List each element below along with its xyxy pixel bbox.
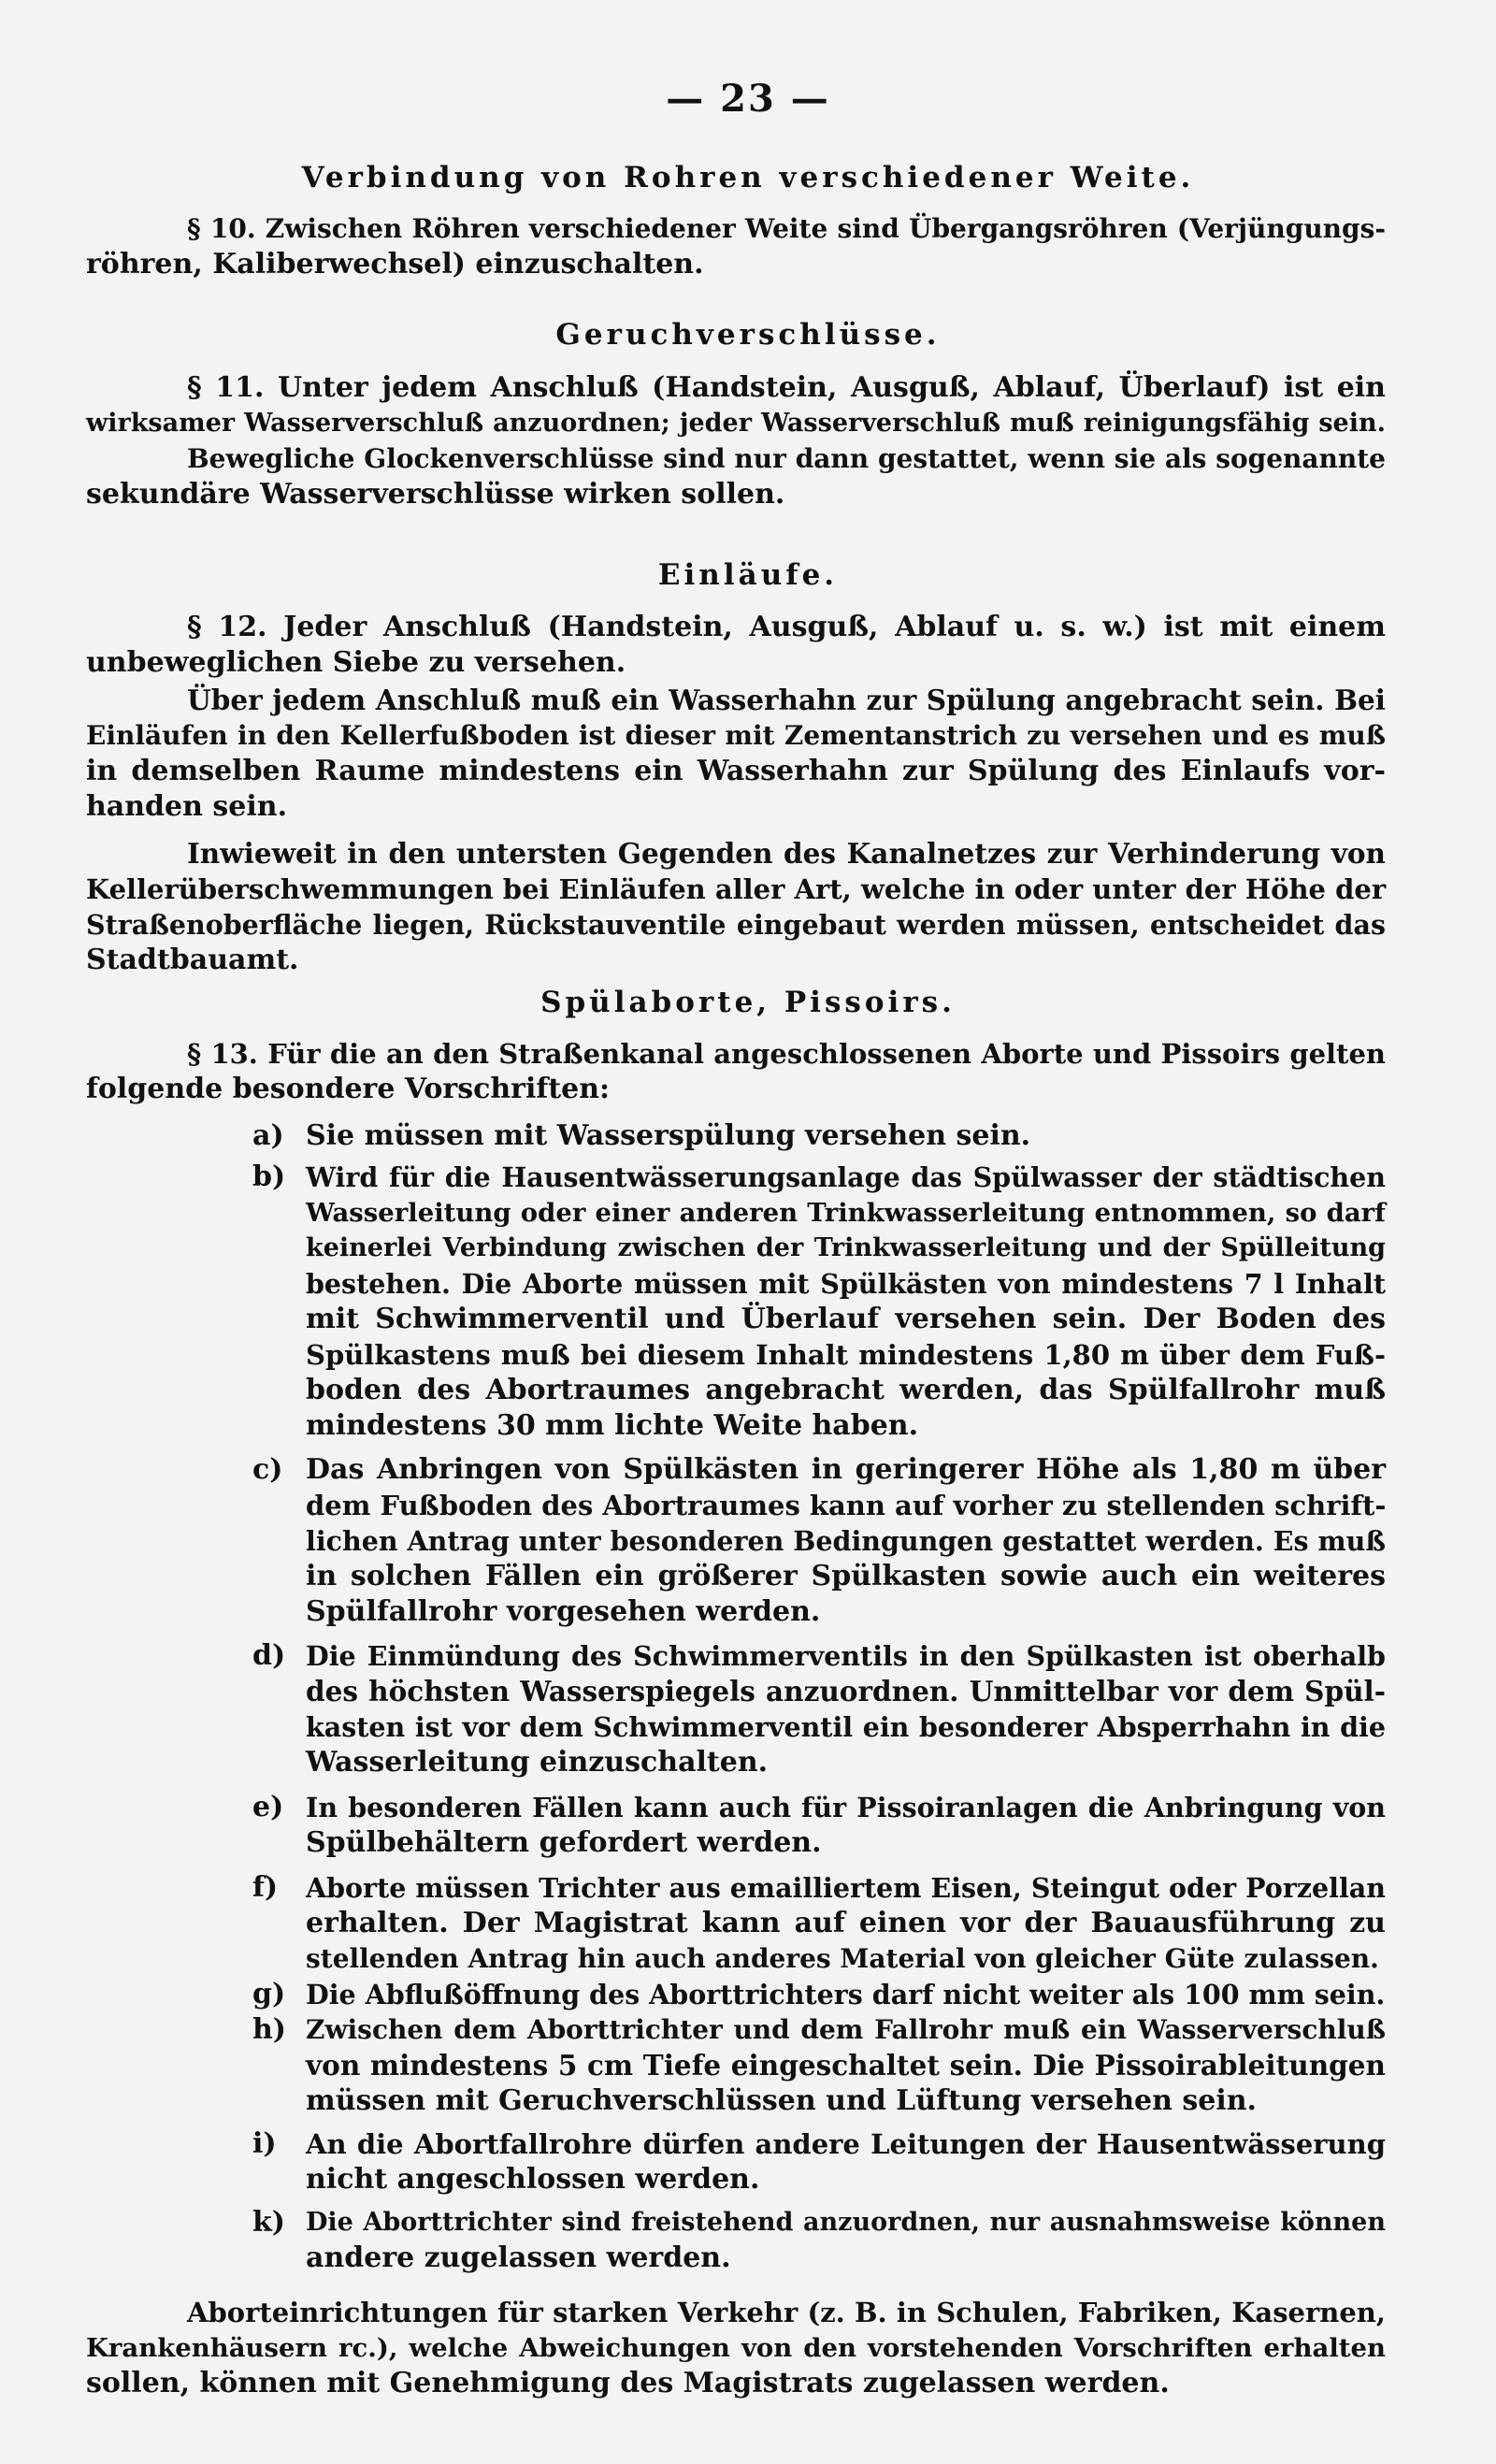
item-line: boden des Abortraumes angebracht werden, das Spülfallrohr muß	[306, 1374, 1386, 1406]
item-line: Spülfallrohr vorgesehen werden.	[306, 1595, 821, 1628]
item-line: In besonderen Fällen kann auch für Pissoiranlagen die Anbringung von	[306, 1792, 1386, 1823]
item-line: Aborte müssen Trichter aus emailliertem Eisen, Steingut oder Porzellan	[306, 1872, 1386, 1904]
item-line: Wasserleitung einzuschalten.	[306, 1746, 769, 1779]
item-line: Die Aborttrichter sind freistehend anzuordnen, nur ausnahmsweise können	[306, 2208, 1386, 2237]
item-label: h)	[252, 2013, 287, 2046]
item-line: des höchsten Wasserspiegels anzuordnen. Unmittelbar vor dem Spül-	[306, 1675, 1386, 1708]
text-line: in demselben Raume mindestens ein Wasserhahn zur Spülung des Einlaufs vor-	[86, 755, 1386, 787]
text-line: § 10. Zwischen Röhren verschiedener Weite sind Übergangsröhren (Verjüngungs-	[187, 213, 1386, 244]
text-line: Über jedem Anschluß muß ein Wasserhahn zur Spülung angebracht sein. Bei	[187, 684, 1386, 716]
item-line: bestehen. Die Aborte müssen mit Spülkästen von mindestens 7 l Inhalt	[306, 1268, 1386, 1300]
text-line: sekundäre Wasserverschlüsse wirken sollen.	[86, 478, 785, 511]
item-line: Spülkastens muß bei diesem Inhalt mindestens 1,80 m über dem Fuß-	[306, 1339, 1386, 1371]
text-line: § 12. Jeder Anschluß (Handstein, Ausguß, Ablauf u. s. w.) ist mit einem	[187, 611, 1386, 643]
text-line: handen sein.	[86, 790, 288, 823]
text-line: folgende besondere Vorschriften:	[86, 1073, 611, 1105]
text-line: sollen, können mit Genehmigung des Magistrats zugelassen werden.	[86, 2367, 1170, 2399]
section-heading-s11: Geruchverschlüsse.	[555, 318, 941, 352]
text-line: § 13. Für die an den Straßenkanal angeschlossenen Aborte und Pissoirs gelten	[187, 1038, 1386, 1070]
text-line: Krankenhäusern rc.), welche Abweichungen von den vorstehenden Vorschriften erhalten	[86, 2333, 1386, 2363]
item-line: Sie müssen mit Wasserspülung versehen sein.	[306, 1119, 1031, 1152]
text-line: Kellerüberschwemmungen bei Einläufen aller Art, welche in oder unter der Höhe der	[86, 873, 1387, 905]
text-line: unbeweglichen Siebe zu versehen.	[86, 646, 626, 679]
item-line: An die Abortfallrohre dürfen andere Leitungen der Hausentwässerung	[306, 2128, 1386, 2160]
text-line: Inwieweit in den untersten Gegenden des Kanalnetzes zur Verhinderung von	[187, 837, 1386, 870]
item-label: f)	[252, 1871, 279, 1904]
item-line: mit Schwimmerventil und Überlauf versehen sein. Der Boden des	[306, 1303, 1386, 1335]
item-label: a)	[252, 1119, 284, 1152]
text-line: röhren, Kaliberwechsel) einzuschalten.	[86, 248, 704, 281]
item-line: lichen Antrag unter besonderen Bedingungen gestattet werden. Es muß	[306, 1525, 1386, 1557]
text-line: Einläufen in den Kellerfußboden ist dieser mit Zementanstrich zu versehen und es muß	[86, 720, 1386, 751]
item-line: Die Einmündung des Schwimmerventils in den Spülkasten ist oberhalb	[306, 1640, 1386, 1672]
item-label: d)	[252, 1639, 286, 1672]
item-line: dem Fußboden des Abortraumes kann auf vorher zu stellenden schrift-	[306, 1490, 1387, 1521]
item-line: mindestens 30 mm lichte Weite haben.	[306, 1409, 919, 1442]
item-line: Die Abflußöffnung des Aborttrichters darf nicht weiter als 100 mm sein.	[306, 1979, 1386, 2010]
item-line: in solchen Fällen ein größerer Spülkasten sowie auch ein weiteres	[306, 1560, 1386, 1592]
text-line: Stadtbauamt.	[86, 944, 299, 976]
text-line: § 11. Unter jedem Anschluß (Handstein, Ausguß, Ablauf, Überlauf) ist ein	[187, 371, 1386, 404]
item-label: g)	[252, 1978, 286, 2010]
item-label: c)	[252, 1453, 283, 1486]
item-line: kasten ist vor dem Schwimmerventil ein besonderer Absperrhahn in die	[306, 1711, 1386, 1743]
section-heading-s13: Spülaborte, Pissoirs.	[540, 986, 956, 1019]
item-label: k)	[252, 2206, 285, 2239]
item-line: Wird für die Hausentwässerungsanlage das Spülwasser der städtischen	[306, 1161, 1386, 1193]
section-heading-s10: Verbindung von Rohren verschiedener Weite.	[301, 161, 1195, 195]
item-line: andere zugelassen werden.	[306, 2241, 731, 2274]
text-line: wirksamer Wasserverschluß anzuordnen; jeder Wasserverschluß muß reinigungsfähig sein.	[86, 409, 1386, 438]
item-label: b)	[252, 1160, 286, 1193]
page-number: — 23 —	[666, 77, 830, 121]
item-line: müssen mit Geruchverschlüssen und Lüftung versehen sein.	[306, 2084, 1257, 2117]
item-line: Zwischen dem Aborttrichter und dem Fallrohr muß ein Wasserverschluß	[306, 2014, 1386, 2045]
item-line: Spülbehältern gefordert werden.	[306, 1826, 822, 1859]
text-line: Straßenoberfläche liegen, Rückstauventile eingebaut werden müssen, entscheidet das	[86, 909, 1386, 941]
item-line: stellenden Antrag hin auch anderes Material von gleicher Güte zulassen.	[306, 1943, 1379, 1974]
item-line: erhalten. Der Magistrat kann auf einen vor der Bauausführung zu	[306, 1907, 1386, 1939]
item-line: Wasserleitung oder einer anderen Trinkwasserleitung entnommen, so darf	[306, 1198, 1386, 1228]
text-line: Bewegliche Glockenverschlüsse sind nur dann gestattet, wenn sie als sogenannte	[187, 443, 1386, 474]
section-heading-s12: Einläufe.	[657, 558, 839, 592]
item-label: i)	[252, 2127, 277, 2160]
item-line: Das Anbringen von Spülkästen in geringerer Höhe als 1,80 m über	[306, 1453, 1386, 1486]
item-line: keinerlei Verbindung zwischen der Trinkwasserleitung und der Spülleitung	[306, 1233, 1386, 1262]
item-line: nicht angeschlossen werden.	[306, 2163, 760, 2196]
item-line: von mindestens 5 cm Tiefe eingeschaltet sein. Die Pissoirableitungen	[306, 2049, 1386, 2082]
item-label: e)	[252, 1791, 284, 1823]
text-line: Aborteinrichtungen für starken Verkehr (z. B. in Schulen, Fabriken, Kasernen,	[187, 2297, 1386, 2328]
